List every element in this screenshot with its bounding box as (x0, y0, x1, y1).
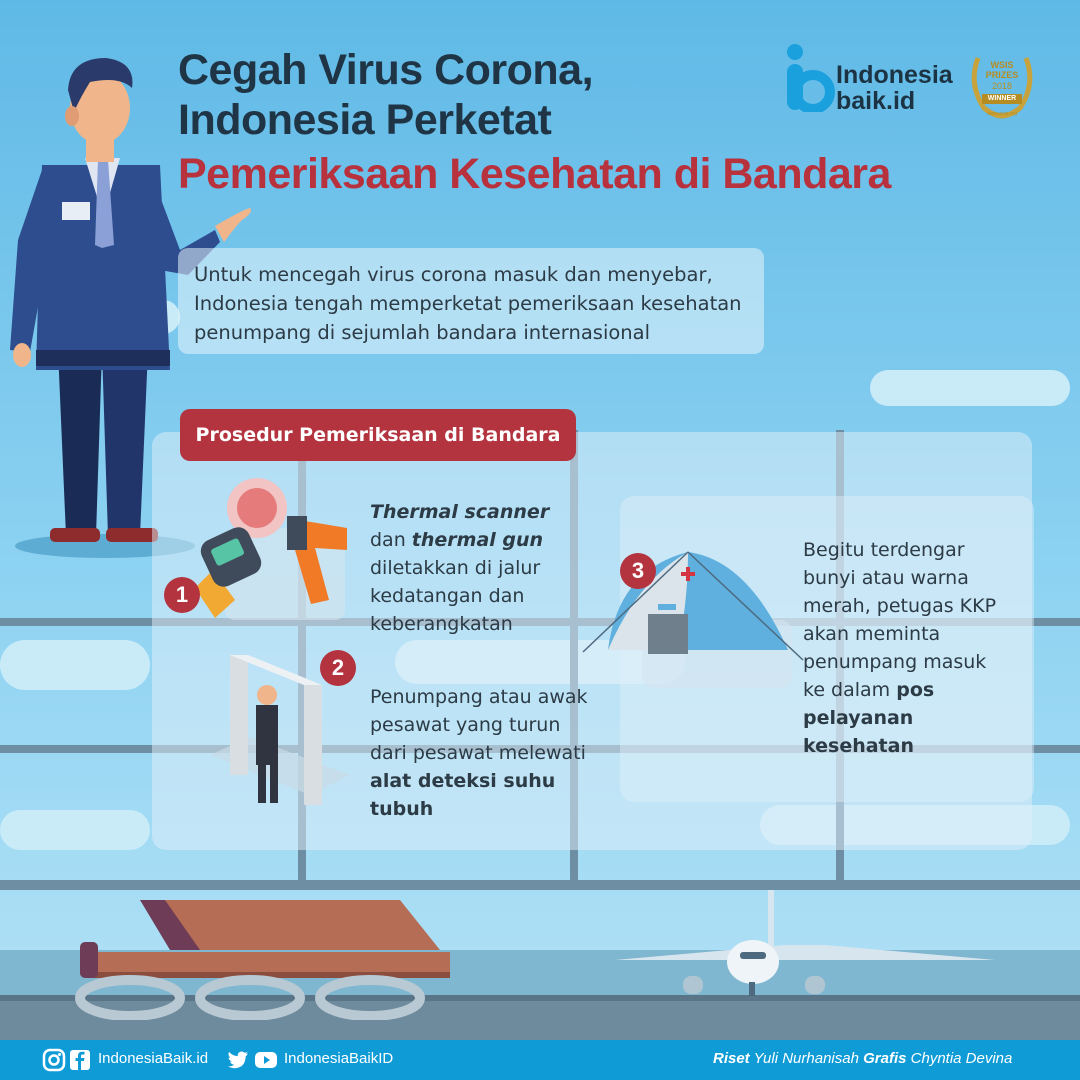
title-line-1: Cegah Virus Corona, (178, 46, 594, 94)
badge-text: PRIZES (985, 70, 1019, 80)
instagram-icon[interactable] (42, 1048, 66, 1072)
title-line-2: Indonesia Perketat (178, 96, 552, 144)
step-2-line-5: tubuh (370, 798, 434, 820)
indonesiabaik-logo-icon (783, 42, 835, 112)
step-2-line-2: pesawat yang turun (370, 714, 561, 736)
health-tent-illustration (578, 540, 808, 690)
badge-text: WSIS (990, 60, 1014, 70)
riset-label: Riset (713, 1050, 750, 1067)
thermal-scanner-illustration (195, 470, 365, 620)
step-3-line-8: kesehatan (803, 735, 914, 757)
airplane-illustration (575, 890, 1035, 1000)
badge-text: www.wsis.org (986, 111, 1018, 117)
logo-text-line-1: Indonesia (836, 61, 953, 89)
step-1-line-1: Thermal scanner (370, 501, 550, 523)
step-number-3: 3 (620, 553, 656, 589)
facebook-icon[interactable] (68, 1048, 92, 1072)
step-2-line-3: dari pesawat melewati (370, 742, 586, 764)
intro-box (178, 248, 764, 354)
step-1-line-4: kedatangan dan (370, 585, 525, 607)
step-3-line-2: bunyi atau warna (803, 567, 969, 589)
cloud (0, 640, 150, 690)
wsis-prizes-badge (968, 50, 1036, 122)
step-3-line-6-bold: pos (896, 679, 935, 701)
badge-text: 2018 (991, 81, 1013, 91)
grafis-name: Chyntia Devina (910, 1050, 1013, 1067)
step-3-line-7: pelayanan (803, 707, 914, 729)
step-3-line-4: akan meminta (803, 623, 941, 645)
footer-handle-1[interactable]: IndonesiaBaik.id (98, 1050, 209, 1067)
waiting-bench-illustration (70, 890, 460, 1020)
step-3-text (803, 536, 1033, 760)
cloud (870, 370, 1070, 406)
step-3-line-3: merah, petugas KKP (803, 595, 997, 617)
footer-credits (713, 1050, 1012, 1067)
step-3-line-5: penumpang masuk (803, 651, 987, 673)
footer-bar (0, 1040, 1080, 1080)
step-1-text (370, 498, 590, 638)
step-2-line-1: Penumpang atau awak (370, 686, 588, 708)
cloud (0, 810, 150, 850)
grafis-label: Grafis (863, 1050, 907, 1067)
twitter-icon[interactable] (226, 1048, 250, 1072)
window-frame (0, 880, 1080, 890)
riset-name: Yuli Nurhanisah (753, 1050, 859, 1067)
step-3-line-6: ke dalam (803, 679, 897, 701)
procedure-label: Prosedur Pemeriksaan di Bandara (180, 409, 576, 461)
step-number-2: 2 (320, 650, 356, 686)
badge-text: WINNER (982, 94, 1022, 104)
logo-text-line-2: baik.id (836, 87, 916, 115)
step-1-line-2: dan (370, 529, 412, 551)
step-number-1: 1 (164, 577, 200, 613)
title-line-3: Pemeriksaan Kesehatan di Bandara (178, 150, 891, 198)
step-2-line-4: alat deteksi suhu (370, 770, 556, 792)
step-1-line-3: diletakkan di jalur (370, 557, 541, 579)
step-3-line-1: Begitu terdengar (803, 539, 965, 561)
intro-text: Untuk mencegah virus corona masuk dan menyebar, Indonesia tengah memperketat pemeriksaan kesehatan penumpang di sejumlah bandara internasional (194, 263, 742, 344)
youtube-icon[interactable] (254, 1048, 278, 1072)
footer-handle-2[interactable]: IndonesiaBaikID (284, 1050, 394, 1067)
step-1-line-2-bold: thermal gun (411, 529, 544, 551)
step-2-text (370, 683, 610, 823)
step-1-line-5: keberangkatan (370, 613, 513, 635)
